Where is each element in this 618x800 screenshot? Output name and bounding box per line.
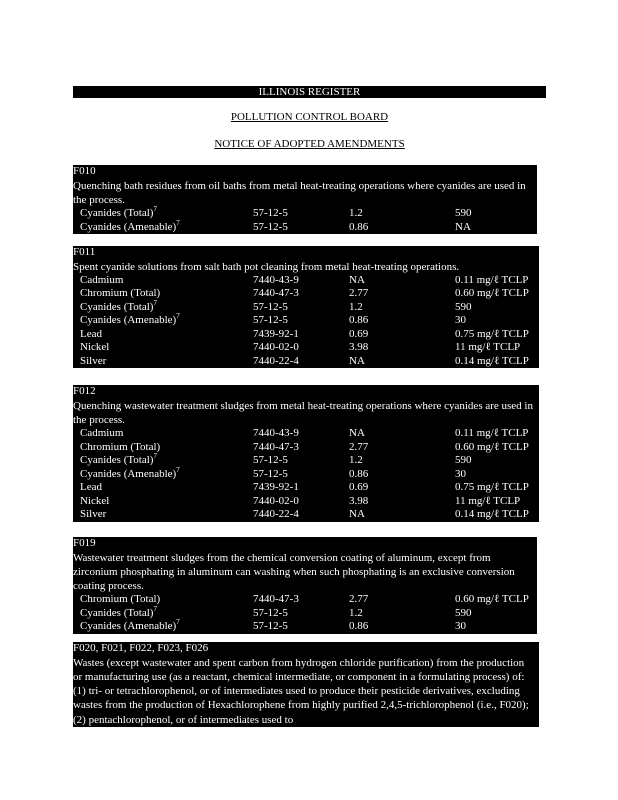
wastewater-standard: 0.69 [349,327,369,340]
constituent-name [80,465,180,482]
waste-block-f010 [73,165,537,234]
constituent-label: Lead [80,327,102,340]
constituent-row [73,274,539,288]
constituent-label: Lead [80,481,102,494]
wastewater-standard: 0.86 [349,620,369,633]
cas-number: 57-12-5 [253,454,288,467]
constituent-name [80,298,157,315]
constituent-name [80,207,157,221]
nonwastewater-standard: 0.14 mg/ℓ TCLP [455,354,529,367]
cas-number: 7440-22-4 [253,508,299,521]
nonwastewater-standard: 0.75 mg/ℓ TCLP [455,481,529,494]
waste-block-f019 [73,537,537,634]
nonwastewater-standard: 30 [455,467,466,480]
constituent-name [80,274,123,288]
constituent-row [73,441,539,455]
constituent-row [73,314,539,328]
footnote-marker: 7 [176,465,180,474]
constituent-row [73,218,537,235]
nonwastewater-standard: 590 [455,606,472,619]
waste-code: F019 [73,537,96,549]
constituent-row [73,454,539,468]
constituent-row [73,465,539,482]
nonwastewater-standard: 590 [455,300,472,313]
constituent-row [73,427,539,441]
cas-number: 57-12-5 [253,207,288,220]
nonwastewater-standard: 590 [455,207,472,220]
nonwastewater-standard: NA [455,220,471,233]
wastewater-standard: 3.98 [349,494,369,507]
wastewater-standard: 1.2 [349,454,363,467]
cas-number: 7440-22-4 [253,354,299,367]
waste-code: F010 [73,165,96,177]
waste-block-f020 [73,642,539,727]
board-heading: POLLUTION CONTROL BOARD [230,111,389,123]
nonwastewater-standard: 30 [455,620,466,633]
constituent-label: Cyanides (Amenable) [80,314,177,327]
constituent-label: Silver [80,354,107,367]
waste-description: Quenching wastewater treatment sludges from metal heat-treating operations where cyanides are used in the process. [73,399,533,426]
cas-number: 7439-92-1 [253,327,299,340]
cas-number: 57-12-5 [253,606,288,619]
constituent-label: Nickel [80,494,110,507]
register-title-bar: ILLINOIS REGISTER [73,86,546,98]
constituent-label: Cyanides (Amenable) [80,220,177,233]
nonwastewater-standard: 0.60 mg/ℓ TCLP [455,440,529,453]
wastewater-standard: 0.86 [349,467,369,480]
cas-number: 7440-43-9 [253,427,299,440]
constituent-label: Chromium (Total) [80,287,161,300]
waste-description: Quenching bath residues from oil baths from metal heat-treating operations where cyanides are used in the process. [73,179,526,206]
constituent-label: Cadmium [80,427,124,440]
constituent-row [73,495,539,509]
wastewater-standard: 1.2 [349,300,363,313]
waste-description: Spent cyanide solutions from salt bath pot cleaning from metal heat-treating operations. [73,260,460,273]
cas-number: 7440-43-9 [253,273,299,286]
wastewater-standard: NA [349,508,365,521]
constituent-row [73,620,537,634]
constituent-name [80,454,157,468]
constituent-name [80,508,106,522]
constituent-label: Cyanides (Amenable) [80,620,177,633]
constituent-row [73,341,539,355]
constituent-row [73,604,537,621]
constituent-name [80,604,157,621]
wastewater-standard: 2.77 [349,440,369,453]
footnote-marker: 7 [176,218,180,227]
constituent-label: Cyanides (Amenable) [80,467,177,480]
nonwastewater-standard: 0.60 mg/ℓ TCLP [455,287,529,300]
constituent-name [80,328,102,342]
wastewater-standard: 1.2 [349,606,363,619]
constituent-row [73,355,539,369]
constituent-label: Silver [80,508,107,521]
waste-description: Wastes (except wastewater and spent carbon from hydrogen chloride purification) from the production or manufacturing use (as a reactant, chemical intermediate, or component in a formulating process) of: (1) tri- or tetrachlorophenol, or of intermediates used to produce their pesticide derivatives, excluding wastes from the production of Hexachlorophene from highly purified 2,4,5-trichlorophenol (i.e., F020); (2) pentachlorophenol, or of intermediates used to [73,656,529,726]
wastewater-standard: 1.2 [349,207,363,220]
wastewater-standard: 3.98 [349,341,369,354]
constituent-label: Cyanides (Total) [80,300,154,313]
cas-number: 57-12-5 [253,620,288,633]
wastewater-standard: NA [349,354,365,367]
footnote-marker: 7 [176,618,180,627]
waste-code: F011 [73,246,96,258]
constituent-name [80,481,102,495]
nonwastewater-standard: 30 [455,314,466,327]
nonwastewater-standard: 0.14 mg/ℓ TCLP [455,508,529,521]
wastewater-standard: 0.86 [349,220,369,233]
cas-number: 57-12-5 [253,314,288,327]
constituent-name [80,341,109,355]
notice-heading: NOTICE OF ADOPTED AMENDMENTS [214,138,405,150]
wastewater-standard: 0.69 [349,481,369,494]
constituent-name [80,620,180,634]
constituent-row [73,328,539,342]
wastewater-standard: 0.86 [349,314,369,327]
constituent-name [80,495,109,509]
waste-code: F012 [73,385,96,397]
waste-description: Wastewater treatment sludges from the chemical conversion coating of aluminum, except from zirconium phosphating in aluminum can washing when such phosphating is an exclusive conversion coating process. [73,551,515,593]
constituent-label: Nickel [80,341,110,354]
constituent-name [80,355,106,369]
constituent-row [73,298,539,315]
nonwastewater-standard: 590 [455,454,472,467]
cas-number: 7440-47-3 [253,440,299,453]
constituent-row [73,508,539,522]
cas-number: 7440-02-0 [253,341,299,354]
constituent-label: Chromium (Total) [80,440,161,453]
constituent-row [73,593,537,607]
footnote-marker: 7 [153,452,157,461]
constituent-row [73,207,537,221]
cas-number: 57-12-5 [253,300,288,313]
constituent-label: Cyanides (Total) [80,606,154,619]
nonwastewater-standard: 0.60 mg/ℓ TCLP [455,593,529,606]
cas-number: 7439-92-1 [253,481,299,494]
waste-block-f011 [73,246,539,368]
waste-code: F020, F021, F022, F023, F026 [73,642,209,654]
nonwastewater-standard: 0.11 mg/ℓ TCLP [455,427,529,440]
constituent-label: Cyanides (Total) [80,454,154,467]
cas-number: 7440-47-3 [253,287,299,300]
nonwastewater-standard: 0.75 mg/ℓ TCLP [455,327,529,340]
cas-number: 7440-47-3 [253,593,299,606]
footnote-marker: 7 [176,312,180,321]
footnote-marker: 7 [153,205,157,214]
constituent-label: Cyanides (Total) [80,207,154,220]
wastewater-standard: NA [349,273,365,286]
constituent-name [80,314,180,328]
cas-number: 57-12-5 [253,220,288,233]
waste-block-f012 [73,385,539,522]
cas-number: 57-12-5 [253,467,288,480]
constituent-name [80,218,180,235]
cas-number: 7440-02-0 [253,494,299,507]
footnote-marker: 7 [153,604,157,613]
constituent-name [80,593,160,607]
constituent-row [73,287,539,301]
constituent-row [73,481,539,495]
wastewater-standard: 2.77 [349,593,369,606]
nonwastewater-standard: 0.11 mg/ℓ TCLP [455,273,529,286]
footnote-marker: 7 [153,298,157,307]
constituent-name [80,441,160,455]
nonwastewater-standard: 11 mg/ℓ TCLP [455,341,521,354]
wastewater-standard: NA [349,427,365,440]
constituent-name [80,427,123,441]
constituent-label: Cadmium [80,273,124,286]
constituent-name [80,287,160,301]
constituent-label: Chromium (Total) [80,593,161,606]
wastewater-standard: 2.77 [349,287,369,300]
nonwastewater-standard: 11 mg/ℓ TCLP [455,494,521,507]
